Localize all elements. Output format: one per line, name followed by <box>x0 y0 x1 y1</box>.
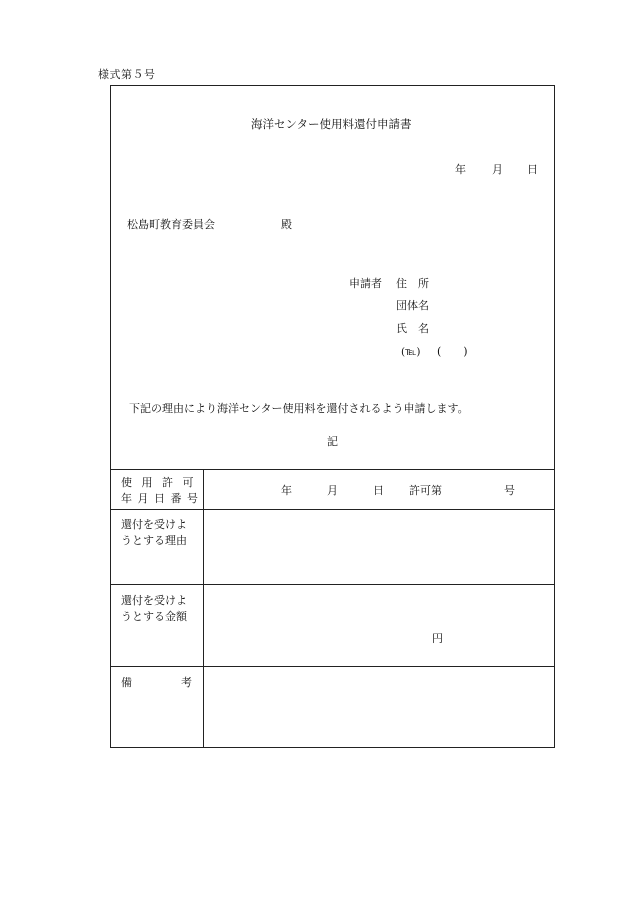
amount-label-line2: うとする金額 <box>121 610 187 623</box>
table-line-3 <box>111 666 554 667</box>
ki-mark: 記 <box>327 435 338 448</box>
remarks-field[interactable] <box>205 668 552 746</box>
applicant-tel-paren: ( ) <box>437 345 468 358</box>
permit-day: 日 <box>373 484 384 497</box>
addressee-honorific: 殿 <box>281 218 292 231</box>
table-line-1 <box>111 509 554 510</box>
applicant-group-label: 団体名 <box>396 299 429 312</box>
date-day: 日 <box>527 163 538 176</box>
date-year: 年 <box>455 163 466 176</box>
applicant-address-label: 住 所 <box>396 277 429 290</box>
permit-number-suffix: 号 <box>504 484 515 497</box>
permit-number-label: 許可第 <box>409 484 442 497</box>
form-number: 様式第５号 <box>98 68 156 81</box>
reason-label-line2: うとする理由 <box>121 534 187 547</box>
remarks-label-left: 備 <box>121 676 132 689</box>
applicant-name-label: 氏 名 <box>396 322 429 335</box>
permit-year: 年 <box>281 484 292 497</box>
date-month: 月 <box>492 163 503 176</box>
application-form <box>110 85 555 748</box>
table-column-divider <box>203 469 204 747</box>
reason-field[interactable] <box>205 511 552 583</box>
amount-label-line1: 還付を受けよ <box>121 594 187 607</box>
table-line-2 <box>111 584 554 585</box>
applicant-tel-label: (℡) <box>401 346 421 358</box>
permit-label-line1: 使 用 許 可 <box>121 476 197 489</box>
amount-field[interactable] <box>205 586 552 665</box>
addressee-name: 松島町教育委員会 <box>127 218 215 231</box>
permit-month: 月 <box>327 484 338 497</box>
permit-label-line2: 年 月 日 番 号 <box>121 492 199 505</box>
applicant-label: 申請者 <box>349 277 382 290</box>
form-title: 海洋センター使用料還付申請書 <box>251 117 412 131</box>
table-top-line <box>111 469 554 470</box>
request-statement: 下記の理由により海洋センター使用料を還付されるよう申請します。 <box>129 402 469 415</box>
reason-label-line1: 還付を受けよ <box>121 518 187 531</box>
remarks-label-right: 考 <box>181 676 192 689</box>
amount-unit: 円 <box>432 632 443 645</box>
